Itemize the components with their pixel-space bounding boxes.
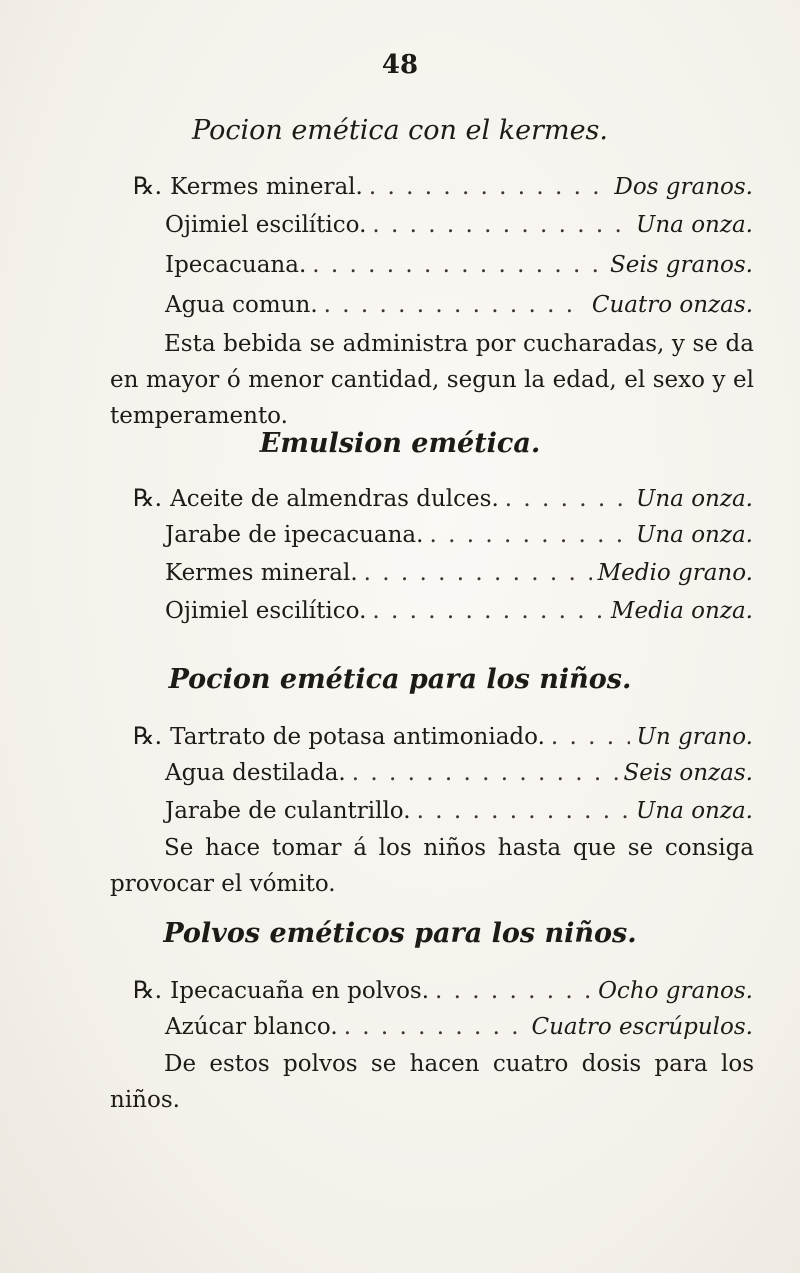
recipe-symbol: ℞. [133,172,163,200]
ingredient-quantity: Seis granos. [609,252,753,278]
dot-leader [505,486,630,512]
recipe-line [133,722,753,750]
ingredient-quantity: Seis onzas. [623,760,753,786]
dot-leader [372,212,630,238]
recipe-line [165,760,753,786]
ingredient-name: Ipecacuana. [165,252,307,278]
ingredient-quantity: Ocho granos. [598,978,753,1004]
recipe-line [165,252,753,278]
ingredient-quantity: Medio grano. [597,560,753,586]
dot-leader [344,1014,526,1040]
dot-leader [352,760,618,786]
ingredient-quantity: Un grano. [636,724,753,750]
recipe-line [165,560,753,586]
recipe-line [165,212,753,238]
recipe-symbol: ℞. [133,722,163,750]
ingredient-name: Aceite de almendras dulces. [170,486,499,512]
dot-leader [372,598,605,624]
ingredient-quantity: Cuatro escrúpulos. [531,1014,753,1040]
dot-leader [417,798,630,824]
dot-leader [369,174,609,200]
ingredient-name: Ojimiel escilítico. [165,212,367,238]
recipe-line [165,522,753,548]
ingredient-quantity: Una onza. [635,798,753,824]
ingredient-name: Jarabe de ipecacuana. [165,522,424,548]
ingredient-quantity: Una onza. [635,486,753,512]
recipe-note: Esta bebida se administra por cucharadas, y se da en mayor ó menor cantidad, segun la edad, el sexo y el temperamento. [110,331,754,429]
ingredient-name: Jarabe de culantrillo. [165,798,411,824]
recipe-symbol: ℞. [133,976,163,1004]
ingredient-quantity: Una onza. [635,522,753,548]
ingredient-name: Azúcar blanco. [165,1014,338,1040]
ingredient-name: Ipecacuaña en polvos. [170,978,430,1004]
dot-leader [312,252,604,278]
dot-leader [551,724,631,750]
ingredient-quantity: Media onza. [610,598,753,624]
section-title: Pocion emética con el kermes. [192,115,608,146]
recipe-line [165,798,753,824]
recipe-line [165,1014,753,1040]
section-title: Pocion emética para los niños. [168,664,632,695]
ingredient-quantity: Cuatro onzas. [591,292,753,318]
dot-leader [324,292,586,318]
section-title: Emulsion emética. [259,428,541,459]
recipe-line [133,484,753,512]
recipe-line [165,292,753,318]
dot-leader [364,560,592,586]
recipe-line [133,976,753,1004]
ingredient-name: Ojimiel escilítico. [165,598,367,624]
ingredient-quantity: Una onza. [635,212,753,238]
ingredient-name: Kermes mineral. [165,560,358,586]
dot-leader [429,522,630,548]
ingredient-name: Kermes mineral. [170,174,363,200]
ingredient-quantity: Dos granos. [614,174,753,200]
ingredient-name: Agua comun. [165,292,318,318]
dot-leader [435,978,592,1004]
ingredient-name: Agua destilada. [165,760,346,786]
recipe-line [133,172,753,200]
recipe-line [165,598,753,624]
ingredient-name: Tartrato de potasa antimoniado. [170,724,545,750]
recipe-note: Se hace tomar á los niños hasta que se consiga provocar el vómito. [110,835,754,897]
recipe-symbol: ℞. [133,484,163,512]
recipe-note: De estos polvos se hacen cuatro dosis para los niños. [110,1051,754,1113]
page-number: 48 [381,50,419,80]
section-title: Polvos eméticos para los niños. [163,918,637,949]
